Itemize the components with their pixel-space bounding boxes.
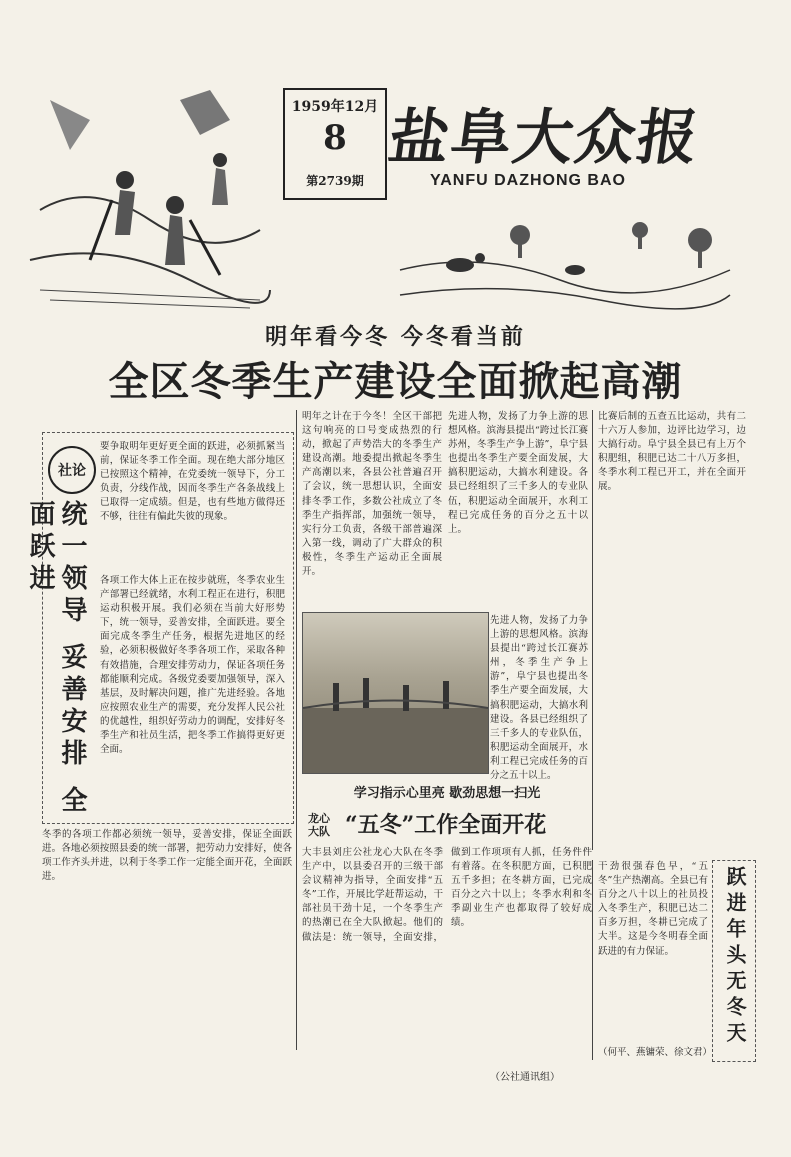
column-rule: [592, 860, 593, 1060]
article2-title: “五冬”工作全面开花: [345, 812, 547, 838]
editorial-badge: 社论: [48, 446, 96, 494]
article2-label: 龙心大队: [308, 812, 330, 838]
article2-source: （公社通讯组）: [490, 1072, 560, 1083]
article2-text: 大丰县刘庄公社龙心大队在冬季生产中，以县委召开的三级干部会议精神为指导，全面安排“五冬”工作，开展比学赶帮运动，干部社员干劲十足，一个冬季生产的热潮已在全大队掀起。他们的做法是：统一领导，全面安排，做到工作项项有人抓，任务件件有着落。在冬积肥方面，已积肥五千多担；在冬耕方面，已完成百分之六十以上；冬季水利和冬季副业生产也都取得了较好成绩。: [302, 847, 592, 943]
article1-col2: 先进人物，发扬了力争上游的思想风格。滨海县提出“跨过长江赛苏州，冬季生产争上游”，阜宁县也提出冬季生产要全面发展，大搞积肥运动，大搞水利建设。各县已经组织了三千多人的专业队伍，积肥运动全面展开，水利工程已完成任务的百分之五十以上。: [448, 411, 588, 535]
workers-illustration: [30, 60, 270, 310]
article1-col3: 比赛后制的五查五比运动，共有二十六万人参加，边评比边学习，边大搞行动。阜宁县全县已有上万个积肥组，积肥已达二十八万多担，冬季水利工程已开工，并在全面开展。: [598, 411, 746, 493]
editorial-bottom: 冬季的各项工作都必须统一领导，妥善安排，保证全面跃进。各地必须按照县委的统一部署，把劳动力安排好，使各项工作齐头并进，以利于冬季工作一定能全面开花，全面跃进。: [42, 829, 292, 883]
editorial-intro: 要争取明年更好更全面的跃进，必须抓紧当前，保证冬季工作全面。现在绝大部分地区已按照这个精神，在党委统一领导下，分工负责，分线作战，因而冬季生产各条战线上已取得一定成绩。但是，也有些地方做得还不够，往往有偏此失彼的现象。: [100, 441, 285, 523]
editorial-vertical-title: 统一领导 妥善安排 全面跃进: [25, 500, 87, 819]
masthead-title: 盐阜大众报: [384, 103, 705, 173]
editorial-body: 各项工作大体上正在按步就班，冬季农业生产部署已经就绪，水利工程正在进行，积肥运动积极开展。我们必须在当前大好形势下，统一领导，妥善安排，全面跃进。要全面完成冬季生产任务，根据先进地区的经验，必须积极做好冬季各项工作，采取各种有效措施，合理安排劳动力，保证各项任务都能顺利完成。各级党委要加强领导，深入基层，及时解决问题，推广先进经验。各地应按照农业生产的需要，充分发挥人民公社的优越性，组织好劳动力的调配，安排好冬季生产和社员生活，把冬季工作搞得更好更全面。: [100, 575, 285, 756]
sidebar-vertical-title: 跃进年头无冬天: [723, 866, 747, 1048]
fields-illustration: [400, 210, 730, 310]
article1-col1: 明年之计在于今冬！全区干部把这句响亮的口号变成热烈的行动，掀起了声势浩大的冬季生产建设高潮。地委提出掀起冬季生产高潮以来，各县公社普遍召开了会议，统一思想认识，全面安排冬季工作，多数公社成立了冬季生产指挥部，加强统一领导，实行分工负责，各级干部普遍深入第一线，调动了广大群众的积极性，冬季生产运动正全面展开。: [302, 411, 442, 578]
subhead: 明年看今冬 今冬看当前: [265, 324, 526, 350]
issue-date-box: [283, 88, 387, 200]
bottom-right-text: 干劲很强春色早，“五冬”生产热潮高。全县已有百分之八十以上的社员投入冬季生产，积肥已达二百多万担，冬耕已完成了大半。这是今冬明春全面跃进的有力保证。: [598, 861, 708, 957]
column-rule: [296, 410, 297, 1050]
bottom-right-credit: （何平、燕镛荣、徐文君）: [598, 1047, 713, 1058]
photo-scene: [303, 613, 488, 773]
issue-day: 8: [323, 118, 347, 158]
column-rule: [592, 410, 593, 850]
article1-continued: 先进人物，发扬了力争上游的思想风格。滨海县提出“跨过长江赛苏州，冬季生产争上游”，阜宁县也提出冬季生产要全面发展，大搞积肥运动，大搞水利建设。各县已经组织了三千多人的专业队伍，积肥运动全面展开，水利工程已完成任务的百分之五十以上。: [490, 615, 588, 782]
issue-year-month: 1959年12月: [291, 99, 379, 115]
masthead-latin: YANFU DAZHONG BAO: [430, 172, 626, 189]
photo-caption: 学习指示心里亮 歇劲思想一扫光: [353, 786, 541, 801]
main-headline: 全区冬季生产建设全面掀起高潮: [108, 358, 683, 405]
news-photo: [302, 612, 489, 774]
issue-number: 第2739期: [306, 174, 364, 188]
